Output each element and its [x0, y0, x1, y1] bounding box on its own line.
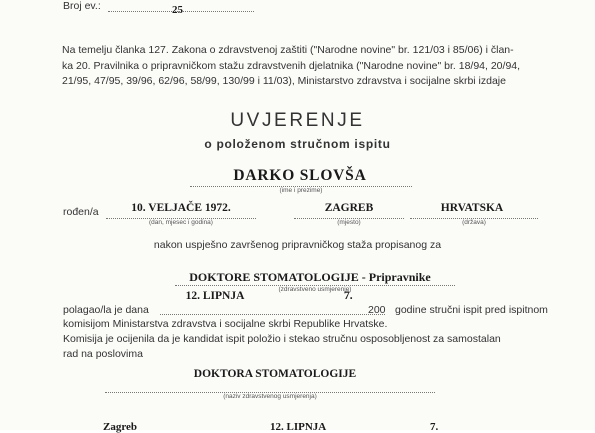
exam-year-prefix: 200: [368, 304, 386, 316]
preamble-line: ka 20. Pravilnika o pripravničkom stažu zdravstvenih djelatnika ("Narodne novine" br. 18/94, 20/94,: [62, 59, 521, 72]
birth-date-caption: (dan, mjesec i godina): [149, 219, 213, 226]
country: HRVATSKA: [440, 202, 504, 214]
exam-line3: Komisija je ocijenila da je kandidat ispit položio i stekao stručnu osposobljenost za samostalan: [63, 333, 501, 345]
exam-day-month: 12. LIPNJA: [185, 290, 245, 302]
preamble-line: 21/95, 47/95, 39/96, 62/96, 58/99, 130/99 i 11/03), Ministarstvo zdravstva i socijalne skrbi izdaje: [62, 75, 506, 87]
name-caption: (ime i prezime): [279, 187, 323, 194]
exam-date-underline: [160, 314, 385, 315]
specialization-caption: (zdravstveno usmjerenje): [278, 286, 352, 293]
document-title: UVJERENJE: [230, 110, 365, 131]
passed-label: polagao/la je dana: [63, 304, 149, 316]
footer-year: 7.: [430, 421, 439, 433]
preamble-line: Na temelju članka 127. Zakona o zdravstvenoj zaštiti ("Narodne novine" br. 121/03 i 85/06) i član-: [62, 44, 514, 56]
number-label: Broj ev.:: [63, 0, 101, 12]
birth-date: 10. VELJAČE 1972.: [131, 202, 231, 214]
exam-rest-line1: godine stručni ispit pred ispitnom: [395, 304, 548, 316]
exam-line4: rad na poslovima: [63, 348, 143, 360]
footer-city: Zagreb: [103, 421, 138, 433]
birth-place: ZAGREB: [324, 202, 374, 214]
exam-year-suffix: 7.: [344, 290, 353, 302]
exam-line2: komisijom Ministarstva zdravstva i socijalne skrbi Republike Hrvatske.: [63, 318, 388, 330]
footer-day-month: 12. LIPNJA: [270, 421, 327, 433]
born-label: rođen/a: [63, 206, 99, 218]
country-caption: (država): [462, 219, 486, 226]
birth-place-caption: (mjesto): [337, 219, 361, 226]
job-caption: (naziv zdravstvenog usmjerenja): [223, 393, 317, 400]
preamble-paragraph: [62, 43, 538, 90]
number-value: 25: [172, 4, 183, 16]
job-title: DOKTORA STOMATOLOGIJE: [193, 368, 357, 380]
document-subtitle: o položenom stručnom ispitu: [204, 137, 391, 151]
specialization: DOKTORE STOMATOLOGIJE - Pripravnike: [189, 270, 431, 284]
internship-text: nakon uspješno završenog pripravničkog staža propisanog za: [153, 239, 442, 251]
person-name: DARKO SLOVŠA: [233, 167, 367, 184]
